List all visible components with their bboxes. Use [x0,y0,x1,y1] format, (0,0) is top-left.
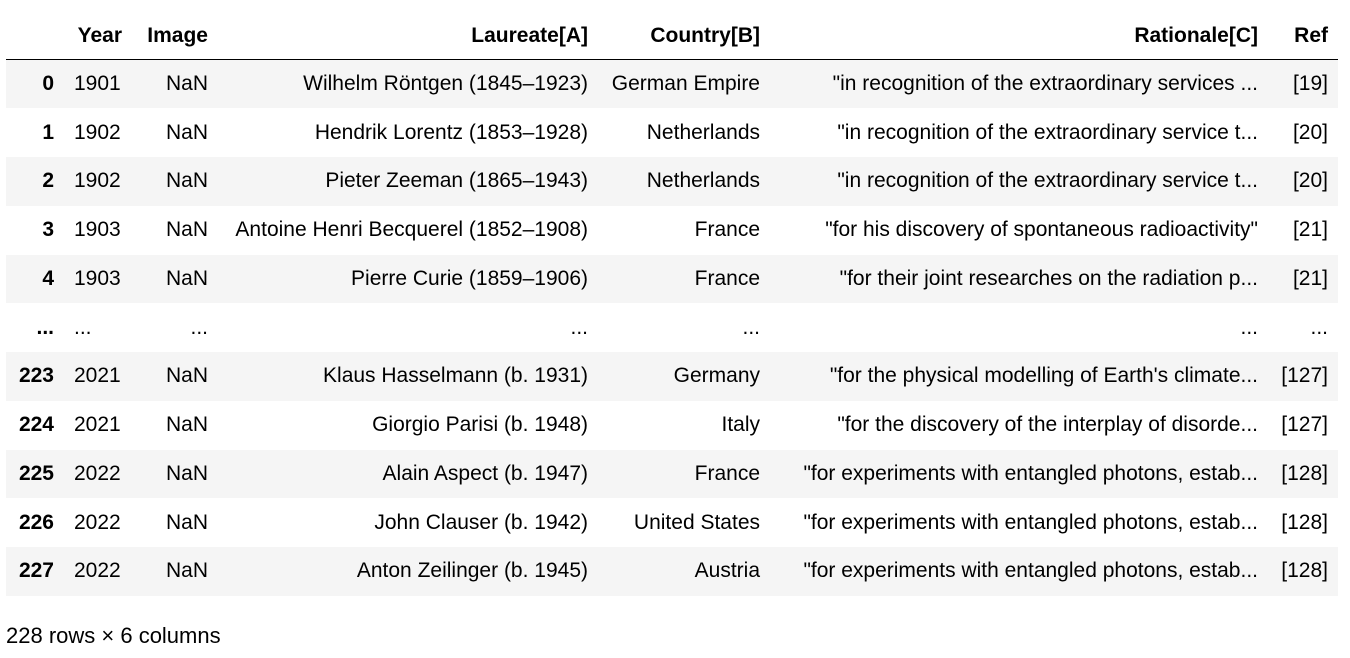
table-row [6,401,1338,450]
cell-year: ... [74,315,92,339]
cell-image: NaN [165,413,208,437]
cell-ref: [20] [1292,120,1328,144]
cell-year: 1902 [74,169,121,193]
cell-image: NaN [165,461,208,485]
cell-ref: [128] [1281,559,1328,583]
cell-image: NaN [165,364,208,388]
cell-ref: [127] [1281,364,1328,388]
cell-year: 2022 [74,559,121,583]
cell-country: France [694,461,760,485]
cell-country: United States [633,510,760,534]
header-year: Year [64,12,132,60]
cell-laureate: Wilhelm Röntgen (1845–1923) [303,72,588,96]
row-index: 0 [42,72,54,96]
cell-ref: [20] [1292,169,1328,193]
cell-laureate: Pieter Zeeman (1865–1943) [325,169,588,193]
cell-rationale: "for experiments with entangled photons, estab... [803,559,1258,583]
header-image: Image [132,12,218,60]
table-row [6,303,1338,352]
cell-image: NaN [165,266,208,290]
cell-image: NaN [165,218,208,242]
cell-image: NaN [165,72,208,96]
table-row [6,547,1338,596]
row-index: 223 [18,364,54,388]
row-index: 224 [18,413,54,437]
cell-rationale: "for experiments with entangled photons, estab... [803,461,1258,485]
cell-ref: [127] [1281,413,1328,437]
cell-year: 1903 [74,266,121,290]
cell-rationale: "in recognition of the extraordinary service t... [837,120,1258,144]
cell-rationale: "in recognition of the extraordinary services ... [832,72,1258,96]
row-index: 4 [42,266,54,290]
cell-rationale: ... [1240,315,1258,339]
cell-year: 1902 [74,120,121,144]
cell-country: Netherlands [646,169,760,193]
row-index: 227 [18,559,54,583]
header-rationale: Rationale[C] [770,12,1268,60]
cell-image: ... [190,315,208,339]
cell-country: Netherlands [646,120,760,144]
cell-image: NaN [165,559,208,583]
cell-laureate: ... [570,315,588,339]
row-index: 225 [18,461,54,485]
header-ref: Ref [1268,12,1338,60]
cell-year: 1901 [74,72,121,96]
shape-caption: 228 rows × 6 columns [6,623,221,648]
cell-laureate: Pierre Curie (1859–1906) [351,266,588,290]
cell-country: German Empire [611,72,760,96]
cell-laureate: John Clauser (b. 1942) [374,510,588,534]
row-index: ... [36,315,54,339]
table-row [6,498,1338,547]
table-header [6,12,1338,60]
row-index: 1 [42,120,54,144]
cell-ref: [19] [1292,72,1328,96]
cell-image: NaN [165,120,208,144]
cell-year: 1903 [74,218,121,242]
cell-rationale: "for their joint researches on the radiation p... [839,266,1258,290]
cell-country: Italy [721,413,760,437]
cell-year: 2021 [74,413,121,437]
table-row [6,206,1338,255]
cell-rationale: "in recognition of the extraordinary service t... [837,169,1258,193]
cell-laureate: Giorgio Parisi (b. 1948) [372,413,588,437]
table-row [6,157,1338,206]
header-laureate: Laureate[A] [218,12,598,60]
cell-country: France [694,266,760,290]
cell-ref: ... [1310,315,1328,339]
cell-rationale: "for his discovery of spontaneous radioactivity" [825,218,1258,242]
cell-year: 2022 [74,510,121,534]
cell-laureate: Hendrik Lorentz (1853–1928) [314,120,588,144]
table-row [6,60,1338,109]
header-row [6,12,1338,60]
cell-laureate: Alain Aspect (b. 1947) [382,461,588,485]
cell-year: 2021 [74,364,121,388]
cell-year: 2022 [74,461,121,485]
row-index: 3 [42,218,54,242]
table-row [6,352,1338,401]
table-body [6,60,1338,596]
row-index: 226 [18,510,54,534]
cell-country: France [694,218,760,242]
table-row [6,108,1338,157]
cell-laureate: Anton Zeilinger (b. 1945) [356,559,588,583]
header-index [6,12,64,60]
cell-image: NaN [165,169,208,193]
cell-laureate: Antoine Henri Becquerel (1852–1908) [235,218,588,242]
cell-ref: [128] [1281,461,1328,485]
cell-country: Germany [673,364,760,388]
table-row [6,255,1338,304]
cell-country: ... [742,315,760,339]
cell-ref: [21] [1292,266,1328,290]
dataframe-output [6,12,1338,596]
cell-country: Austria [694,559,760,583]
dataframe-table [6,12,1338,596]
row-index: 2 [42,169,54,193]
cell-ref: [128] [1281,510,1328,534]
cell-rationale: "for the discovery of the interplay of disorde... [837,413,1258,437]
cell-rationale: "for experiments with entangled photons, estab... [803,510,1258,534]
cell-laureate: Klaus Hasselmann (b. 1931) [323,364,588,388]
cell-rationale: "for the physical modelling of Earth's climate... [829,364,1258,388]
cell-image: NaN [165,510,208,534]
cell-ref: [21] [1292,218,1328,242]
table-row [6,450,1338,499]
header-country: Country[B] [598,12,770,60]
